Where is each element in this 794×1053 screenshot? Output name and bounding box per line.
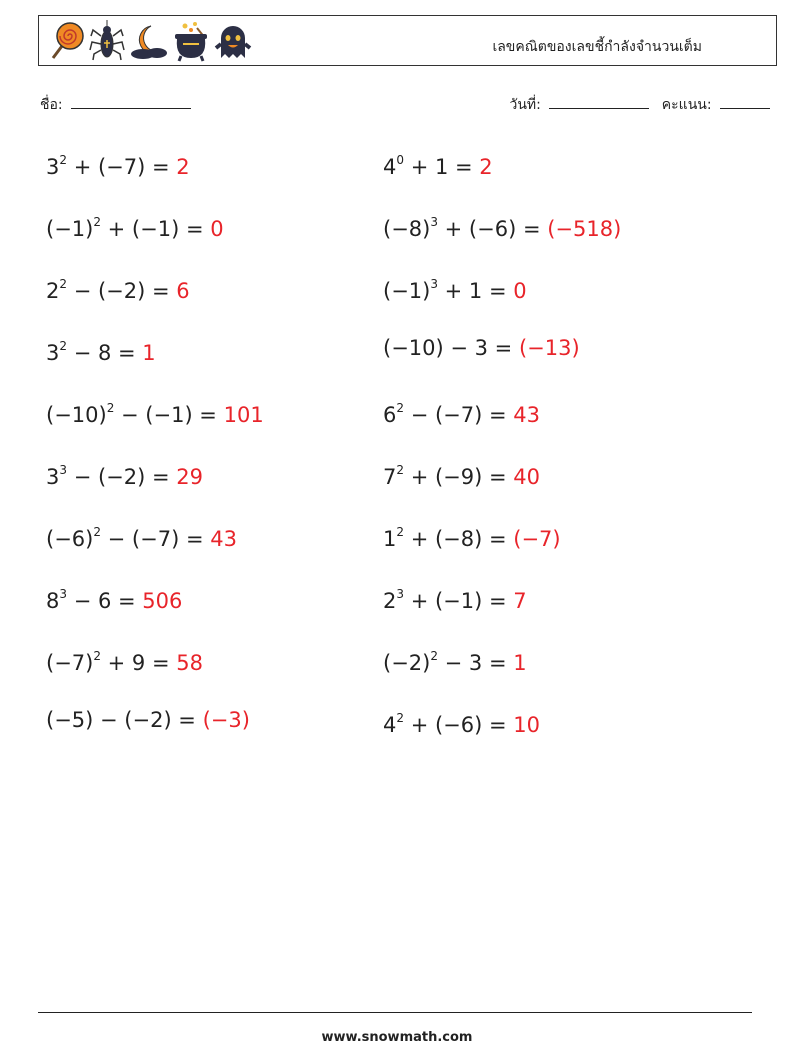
problem-expression: + (−8) = xyxy=(404,527,514,551)
problem-answer: 43 xyxy=(210,527,237,551)
problem-expression: + (−7) = xyxy=(67,155,177,179)
problem-item xyxy=(383,643,527,678)
date-score-field xyxy=(509,94,770,116)
footer-url: www.snowmath.com xyxy=(321,1030,473,1045)
problem-expression: + 1 = xyxy=(404,155,480,179)
problem-answer: 1 xyxy=(142,341,156,365)
problem-expression: + (−6) = xyxy=(404,713,514,737)
problem-item xyxy=(383,333,580,363)
problem-expression: − (−1) = xyxy=(114,403,224,427)
problem-item xyxy=(383,519,561,554)
problem-expression: + 1 = xyxy=(437,279,514,303)
problem-base: 4 xyxy=(383,713,397,737)
score-label: คะแนน: xyxy=(661,97,712,113)
problem-base: (−8) xyxy=(383,217,431,241)
problem-expression: + (−1) = xyxy=(404,589,514,613)
name-label: ชื่อ: xyxy=(40,97,63,113)
problem-exponent: 3 xyxy=(430,277,438,291)
problem-base: (−10) − 3 = xyxy=(383,336,519,360)
problem-base: 6 xyxy=(383,403,397,427)
problem-item xyxy=(383,209,621,244)
problem-item xyxy=(46,519,237,554)
problem-item xyxy=(46,643,203,678)
problem-answer: 1 xyxy=(513,651,527,675)
problem-exponent: 2 xyxy=(59,339,68,353)
problem-base: (−1) xyxy=(383,279,431,303)
problem-exponent: 2 xyxy=(106,401,115,415)
problem-base: 4 xyxy=(383,155,397,179)
problem-expression: − (−7) = xyxy=(404,403,514,427)
problem-item xyxy=(46,581,182,616)
worksheet-header xyxy=(38,15,777,66)
problem-expression: + (−6) = xyxy=(437,217,548,241)
problem-answer: (−518) xyxy=(547,217,622,241)
problem-expression: − 3 = xyxy=(437,651,514,675)
problem-base: 2 xyxy=(46,279,60,303)
problem-expression: − 6 = xyxy=(67,589,143,613)
problem-answer: 506 xyxy=(142,589,183,613)
problem-base: (−10) xyxy=(46,403,107,427)
name-blank[interactable] xyxy=(71,95,191,109)
problem-exponent: 2 xyxy=(396,711,405,725)
problem-item xyxy=(46,395,264,430)
problem-answer: 58 xyxy=(176,651,203,675)
problem-base: (−6) xyxy=(46,527,94,551)
ghost-icon xyxy=(213,20,253,62)
problem-answer: 6 xyxy=(176,279,190,303)
problem-item xyxy=(383,705,540,740)
cauldron-icon xyxy=(171,20,211,62)
problem-item xyxy=(383,271,527,306)
problem-exponent: 2 xyxy=(93,215,101,229)
problem-item xyxy=(46,271,190,306)
halloween-icons xyxy=(45,20,253,64)
problem-expression: + 9 = xyxy=(100,651,177,675)
problem-answer: 29 xyxy=(176,465,203,489)
problem-expression: − (−2) = xyxy=(67,279,177,303)
problem-exponent: 2 xyxy=(93,525,101,539)
problem-base: (−1) xyxy=(46,217,94,241)
problem-exponent: 2 xyxy=(396,525,405,539)
problem-expression: + (−1) = xyxy=(100,217,211,241)
problem-answer: 101 xyxy=(223,403,264,427)
date-label: วันที่: xyxy=(509,97,541,113)
problem-base: (−2) xyxy=(383,651,431,675)
problem-exponent: 3 xyxy=(430,215,438,229)
score-blank[interactable] xyxy=(720,95,770,109)
problem-answer: (−7) xyxy=(513,527,561,551)
problem-exponent: 2 xyxy=(430,649,438,663)
problem-exponent: 2 xyxy=(59,153,68,167)
problem-base: 2 xyxy=(383,589,397,613)
problem-item xyxy=(383,147,493,182)
problem-expression: − 8 = xyxy=(67,341,143,365)
problem-base: 3 xyxy=(46,155,60,179)
problem-base: (−5) − (−2) = xyxy=(46,708,203,732)
date-blank[interactable] xyxy=(549,95,649,109)
problem-answer: 40 xyxy=(513,465,540,489)
problem-expression: − (−7) = xyxy=(100,527,211,551)
problem-item xyxy=(383,457,540,492)
problem-exponent: 3 xyxy=(59,587,68,601)
problem-exponent: 2 xyxy=(396,463,405,477)
lollipop-icon xyxy=(45,20,85,62)
problem-item xyxy=(383,581,527,616)
problem-item xyxy=(46,147,190,182)
problem-base: 7 xyxy=(383,465,397,489)
problem-answer: 2 xyxy=(479,155,493,179)
problem-answer: 43 xyxy=(513,403,540,427)
worksheet-title: เลขคณิตของเลขชี้กำลังจำนวนเต็ม xyxy=(492,39,702,55)
problem-item xyxy=(46,333,156,368)
problem-base: 8 xyxy=(46,589,60,613)
problem-exponent: 3 xyxy=(59,463,68,477)
problem-answer: (−3) xyxy=(202,708,250,732)
problem-item xyxy=(383,395,540,430)
problem-item xyxy=(46,209,224,244)
problem-answer: 2 xyxy=(176,155,190,179)
problem-base: 3 xyxy=(46,341,60,365)
problem-exponent: 0 xyxy=(396,153,405,167)
problem-item xyxy=(46,457,203,492)
problem-exponent: 2 xyxy=(59,277,68,291)
problem-base: (−7) xyxy=(46,651,94,675)
footer-divider xyxy=(38,1012,752,1013)
problem-base: 1 xyxy=(383,527,397,551)
spider-icon xyxy=(87,20,127,62)
name-field xyxy=(40,94,191,116)
moon-cloud-icon xyxy=(129,20,169,62)
problem-answer: 7 xyxy=(513,589,527,613)
problem-exponent: 2 xyxy=(93,649,101,663)
problem-base: 3 xyxy=(46,465,60,489)
problem-exponent: 3 xyxy=(396,587,405,601)
problem-answer: (−13) xyxy=(518,336,580,360)
problem-expression: + (−9) = xyxy=(404,465,514,489)
problem-answer: 0 xyxy=(210,217,224,241)
problem-exponent: 2 xyxy=(396,401,405,415)
problem-expression: − (−2) = xyxy=(67,465,177,489)
problem-item xyxy=(46,705,250,735)
problem-answer: 10 xyxy=(513,713,540,737)
problem-answer: 0 xyxy=(513,279,527,303)
